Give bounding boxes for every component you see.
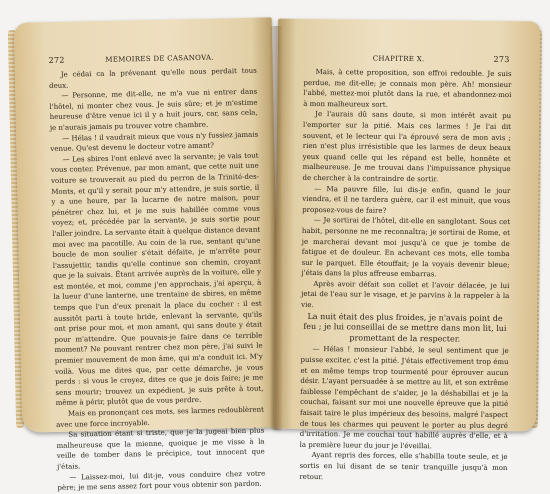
left-running-head: MEMOIRES DE CASANOVA. [105,53,214,64]
paragraph: — Hélas ! il vaudrait mieux que vous n'y fussiez jamais venue. Qu'est devenu le docteur votre amant? [50,130,259,154]
paragraph: — Je sortirai de l'hôtel, dit-elle en sanglotant. Sous cet habit, personne ne me reconnaîtra; je sortirai de Rome, et je marcherai devant moi jusqu'à ce que je tombe de fatigue et de douleur. En achevant ces mots, elle tomba sur le parquet. Elle étouffait; je la voyais devenir bleue; j'étais dans la plus affreuse embarras. [301,216,511,279]
paragraph: Ayant repris des forces, elle s'habilla toute seule, et je sortis en lui disant de se tenir tranquille jusqu'à mon retour. [299,451,508,481]
right-page [274,19,540,481]
paragraph: Mais, à cette proposition, son effroi redouble. Je suis perdue, me dit-elle; je connais mon père. Ah! monsieur l'abbé, mettez-moi plutôt dans la rue, et abandonnez-moi à mon malheureux sort. [303,68,512,109]
paragraph: Mais en prononçant ces mots, ses larmes redoublèrent avec une force incroyable. [56,405,264,429]
paragraph: Après avoir défait son collet et l'avoir délacée, je lui jetai de l'eau sur le visage, et je parvins à la rappeler à la vie. [301,279,510,310]
paragraph: Sa situation étant si triste, que je la jugeai bien plus malheureuse que la mienne, quoique je me visse à la veille de tomber dans le précipice, tout innocent que j'étais. [56,426,265,471]
paragraph: — Personne, me dit-elle, ne m'a vue ni entrer dans l'hôtel, ni monter chez vous. Je suis sûre; et je m'estime heureuse d'être venue ici il y a huit jours, car, sans cela, je n'aurais jamais pu trouver votre chambre. [49,87,258,132]
right-page-number: 273 [493,54,510,65]
book-gutter [270,26,282,430]
right-page-text [299,67,512,481]
paragraph: — Laissez-moi, lui dit-je, vous conduire chez votre père; je me sens assez fort pour vous obtenir son pardon. [57,469,266,493]
paragraph: — Les sbires l'ont enlevé avec la servante; je vais tout vous conter. Prévenue, par mon amant, que cette nuit une voiture se trouverait au pied du perron de la Trinité-des-Monts, et qu'il y serait pour m'y attendre, je suis sortie, il y a une heure, par la lucarne de notre maison, pour pénétrer chez lui, et je me suis habillée comme vous voyez; et, précédée par la servante, je suis sortie pour l'aller joindre. La servante était à quelque distance devant moi avec ma pacotille. Au coin de la rue, sentant qu'une boucle de mon soulier s'était défaite, je m'arrête pour l'assujettir, tandis qu'elle continue son chemin, croyant que je la suivais. Étant arrivée auprès de la voiture, elle y est montée, et moi, comme j'en approchais, j'ai aperçu, à la lueur d'une lanterne, une trentaine de sbires, en même temps que l'un d'eux prenait la place du cocher : il est aussitôt parti à toute bride, enlevant la servante, qu'ils ont prise pour moi, et mon amant, qui sans doute y était pour m'attendre. Que pouvais-je faire dans ce terrible moment? Ne pouvant rentrer chez mon père, j'ai suivi le premier mouvement de mon âme, qui m'a conduit ici. M'y voilà. Vous me dites que, par cette démarche, je vous perds : si vous le croyez, dites ce que je dois faire; je me sens mourir; trouvez un expédient, je suis prête à tout, même à périr, plutôt que de vous perdre. [50,151,264,408]
paragraph: — Hélas ! monsieur l'abbé, le seul sentiment que je puisse exciter, c'est la pitié. J'étais effectivement trop ému et en même temps trop tourmenté pour éprouver aucun désir. L'ayant persuadée à se mettre au lit, et son extrême faiblesse l'empêchant de s'aider, je la déshabillai et je la couchai, faisant sur moi une nouvelle épreuve que la pitié faisait taire le plus impérieux des besoins, malgré l'aspect de tous les charmes qui peuvent le porter au plus degré d'irritation. Je me couchai tout habillé auprès d'elle, et à la première lueur du jour je l'éveillai. [299,345,509,451]
right-running-head: CHAPITRE X. [372,54,425,64]
open-book [8,12,542,493]
left-page [14,17,281,493]
left-page-header [48,52,254,65]
paragraph: Je l'aurais dû sans doute, si mon intérêt avait pu l'emporter sur la pitié. Mais ces larmes ! Je l'ai dit souvent, et le lecteur qui l'a éprouvé sera de mon avis ; rien n'est plus irrésistible que les larmes de deux beaux yeux quand celle qui les répand est belle, honnête et malheureuse. Je me trouvai dans l'impuissance physique de chercher à la contraindre de sortir. [302,110,512,184]
left-page-number: 272 [48,55,65,66]
paragraph: La nuit était des plus froides, je n'avais point de feu ; je lui conseillai de se mettre dans mon lit, lui promettant de la respecter. [303,311,507,344]
paragraph: — Ma pauvre fille, lui dis-je enfin, quand le jour viendra, et il ne tardera guère, car il est minuit, que vous proposez-vous de faire? [302,184,511,215]
paragraph: Je cédai ca la prévenant qu'elle nous perdait tous deux. [48,66,257,90]
right-page-header [304,53,510,64]
left-page-text [48,66,266,493]
